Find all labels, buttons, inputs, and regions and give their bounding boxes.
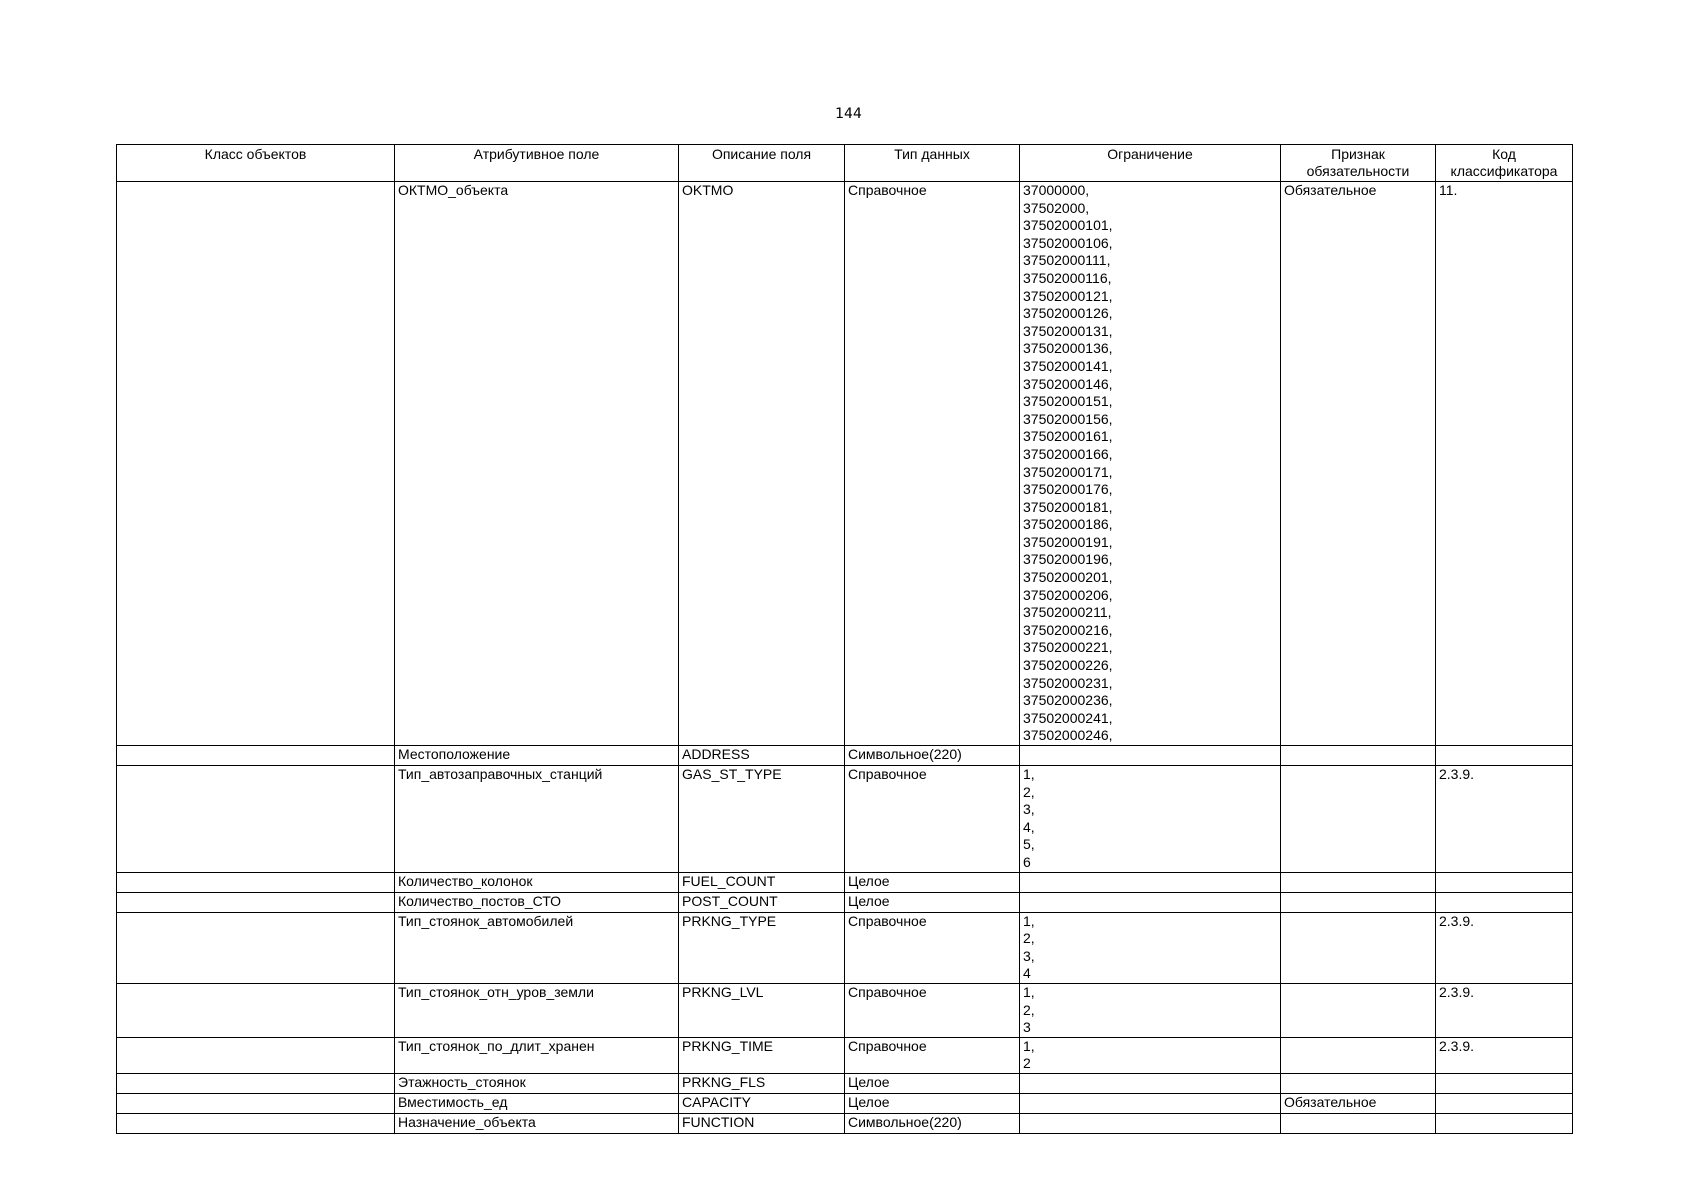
cell-required-flag [1281, 1037, 1436, 1073]
cell-constraint [1020, 912, 1281, 983]
header-row [117, 145, 1573, 182]
cell-data-type: Целое [845, 892, 1020, 912]
cell-attribute-field: Местоположение [395, 746, 679, 766]
constraint-value: 37502000101, [1023, 217, 1113, 234]
cell-required-flag [1281, 1113, 1436, 1133]
cell-required-flag [1281, 983, 1436, 1037]
constraint-value: 37502000176, [1023, 481, 1113, 498]
constraint-value: 37502000216, [1023, 621, 1113, 638]
table-row [117, 1073, 1573, 1093]
table-row [117, 182, 1573, 746]
cell-constraint [1020, 983, 1281, 1037]
cell-object-class [117, 1113, 395, 1133]
cell-required-flag [1281, 872, 1436, 892]
cell-constraint [1020, 182, 1281, 746]
header-constraint: Ограничение [1020, 145, 1281, 182]
constraint-value: 4 [1023, 965, 1031, 982]
cell-required-flag [1281, 912, 1436, 983]
constraint-value: 1, [1023, 766, 1035, 782]
cell-data-type: Целое [845, 1093, 1020, 1113]
constraint-value: 37502000191, [1023, 533, 1113, 550]
constraint-value: 1, [1023, 1037, 1035, 1054]
cell-object-class [117, 983, 395, 1037]
constraint-value: 37502000196, [1023, 551, 1113, 568]
cell-object-class [117, 1073, 395, 1093]
constraint-value: 2, [1023, 930, 1035, 947]
cell-data-type: Целое [845, 1073, 1020, 1093]
constraint-value: 37502000246, [1023, 727, 1113, 744]
constraint-value: 37502000166, [1023, 445, 1113, 462]
constraint-value: 37502000106, [1023, 234, 1113, 251]
cell-classifier-code: 2.3.9. [1436, 766, 1573, 873]
cell-classifier-code: 2.3.9. [1436, 1037, 1573, 1073]
table-row [117, 872, 1573, 892]
cell-data-type: Символьное(220) [845, 1113, 1020, 1133]
cell-classifier-code: 11. [1436, 182, 1573, 746]
constraint-value: 37502000156, [1023, 410, 1113, 427]
header-classifier-code: Код классификатора [1436, 145, 1573, 182]
table-row [117, 1113, 1573, 1133]
cell-data-type: Справочное [845, 983, 1020, 1037]
header-field-description: Описание поля [679, 145, 845, 182]
constraint-value: 37502000131, [1023, 322, 1113, 339]
constraint-value: 3 [1023, 1019, 1031, 1036]
cell-object-class [117, 182, 395, 746]
page-number: 144 [835, 106, 862, 122]
cell-field-description: POST_COUNT [679, 892, 845, 912]
cell-data-type: Справочное [845, 1037, 1020, 1073]
table-row [117, 746, 1573, 766]
constraint-value: 37502000226, [1023, 657, 1113, 674]
header-object-class: Класс объектов [117, 145, 395, 182]
cell-constraint [1020, 872, 1281, 892]
cell-classifier-code: 2.3.9. [1436, 912, 1573, 983]
cell-field-description: PRKNG_FLS [679, 1073, 845, 1093]
cell-attribute-field: Тип_стоянок_автомобилей [395, 912, 679, 983]
cell-classifier-code [1436, 746, 1573, 766]
constraint-value: 37502000211, [1023, 604, 1112, 621]
cell-required-flag: Обязательное [1281, 182, 1436, 746]
cell-required-flag [1281, 892, 1436, 912]
cell-field-description: PRKNG_TYPE [679, 912, 845, 983]
cell-attribute-field: Количество_колонок [395, 872, 679, 892]
cell-object-class [117, 872, 395, 892]
cell-field-description: ADDRESS [679, 746, 845, 766]
constraint-value: 37502000221, [1023, 639, 1113, 656]
constraint-value: 37502000141, [1023, 357, 1113, 374]
table-row [117, 912, 1573, 983]
cell-attribute-field: ОКТМО_объекта [395, 182, 679, 746]
cell-constraint [1020, 1073, 1281, 1093]
constraint-value: 37502000111, [1023, 252, 1111, 269]
cell-attribute-field: Количество_постов_СТО [395, 892, 679, 912]
cell-classifier-code [1436, 1093, 1573, 1113]
constraint-value: 37502000171, [1023, 463, 1113, 480]
cell-attribute-field: Тип_автозаправочных_станций [395, 766, 679, 873]
constraint-value: 37502000161, [1023, 428, 1113, 445]
cell-required-flag: Обязательное [1281, 1093, 1436, 1113]
attribute-table [116, 144, 1573, 1134]
constraint-value: 2, [1023, 783, 1035, 800]
cell-field-description: CAPACITY [679, 1093, 845, 1113]
cell-field-description: FUNCTION [679, 1113, 845, 1133]
constraint-value: 1, [1023, 983, 1035, 1000]
constraint-value: 37502000206, [1023, 586, 1113, 603]
cell-constraint [1020, 766, 1281, 873]
cell-classifier-code: 2.3.9. [1436, 983, 1573, 1037]
constraint-value: 2, [1023, 1001, 1035, 1018]
cell-constraint [1020, 1093, 1281, 1113]
cell-field-description: PRKNG_TIME [679, 1037, 845, 1073]
cell-attribute-field: Тип_стоянок_отн_уров_земли [395, 983, 679, 1037]
constraint-value: 37502000151, [1023, 393, 1113, 410]
constraint-value: 37502000126, [1023, 305, 1113, 322]
cell-object-class [117, 892, 395, 912]
cell-required-flag [1281, 766, 1436, 873]
cell-classifier-code [1436, 892, 1573, 912]
cell-classifier-code [1436, 1073, 1573, 1093]
cell-classifier-code [1436, 1113, 1573, 1133]
cell-object-class [117, 1093, 395, 1113]
table-row [117, 983, 1573, 1037]
constraint-value: 6 [1023, 853, 1031, 870]
constraint-value: 37502000231, [1023, 674, 1113, 691]
cell-field-description: PRKNG_LVL [679, 983, 845, 1037]
constraint-value: 1, [1023, 912, 1035, 929]
table-body [117, 182, 1573, 1134]
constraint-value: 4, [1023, 818, 1035, 835]
cell-attribute-field: Вместимость_ед [395, 1093, 679, 1113]
cell-object-class [117, 746, 395, 766]
table-row [117, 1093, 1573, 1113]
constraint-value: 37502000, [1023, 199, 1090, 216]
constraint-value: 37000000, [1023, 182, 1090, 198]
cell-data-type: Справочное [845, 182, 1020, 746]
cell-required-flag [1281, 746, 1436, 766]
cell-field-description: GAS_ST_TYPE [679, 766, 845, 873]
constraint-value: 3, [1023, 801, 1035, 818]
cell-attribute-field: Тип_стоянок_по_длит_хранен [395, 1037, 679, 1073]
cell-data-type: Справочное [845, 766, 1020, 873]
cell-field-description: FUEL_COUNT [679, 872, 845, 892]
table-header [117, 145, 1573, 182]
constraint-value: 37502000136, [1023, 340, 1113, 357]
cell-attribute-field: Этажность_стоянок [395, 1073, 679, 1093]
cell-object-class [117, 766, 395, 873]
header-required-flag: Признак обязательности [1281, 145, 1436, 182]
constraint-value: 37502000121, [1023, 287, 1113, 304]
cell-attribute-field: Назначение_объекта [395, 1113, 679, 1133]
table-row [117, 892, 1573, 912]
cell-data-type: Символьное(220) [845, 746, 1020, 766]
cell-data-type: Справочное [845, 912, 1020, 983]
cell-constraint [1020, 746, 1281, 766]
constraint-value: 3, [1023, 947, 1035, 964]
cell-data-type: Целое [845, 872, 1020, 892]
cell-field-description: OKTMO [679, 182, 845, 746]
constraint-value: 37502000186, [1023, 516, 1113, 533]
constraint-value: 37502000116, [1023, 269, 1112, 286]
cell-constraint [1020, 1037, 1281, 1073]
header-attribute-field: Атрибутивное поле [395, 145, 679, 182]
cell-constraint [1020, 1113, 1281, 1133]
constraint-value: 2 [1023, 1055, 1031, 1072]
table-row [117, 766, 1573, 873]
constraint-value: 5, [1023, 836, 1035, 853]
cell-required-flag [1281, 1073, 1436, 1093]
constraint-value: 37502000236, [1023, 692, 1113, 709]
header-data-type: Тип данных [845, 145, 1020, 182]
constraint-value: 37502000146, [1023, 375, 1113, 392]
table-row [117, 1037, 1573, 1073]
constraint-value: 37502000201, [1023, 569, 1113, 586]
constraint-value: 37502000181, [1023, 498, 1113, 515]
cell-object-class [117, 912, 395, 983]
cell-constraint [1020, 892, 1281, 912]
cell-object-class [117, 1037, 395, 1073]
cell-classifier-code [1436, 872, 1573, 892]
constraint-value: 37502000241, [1023, 709, 1113, 726]
